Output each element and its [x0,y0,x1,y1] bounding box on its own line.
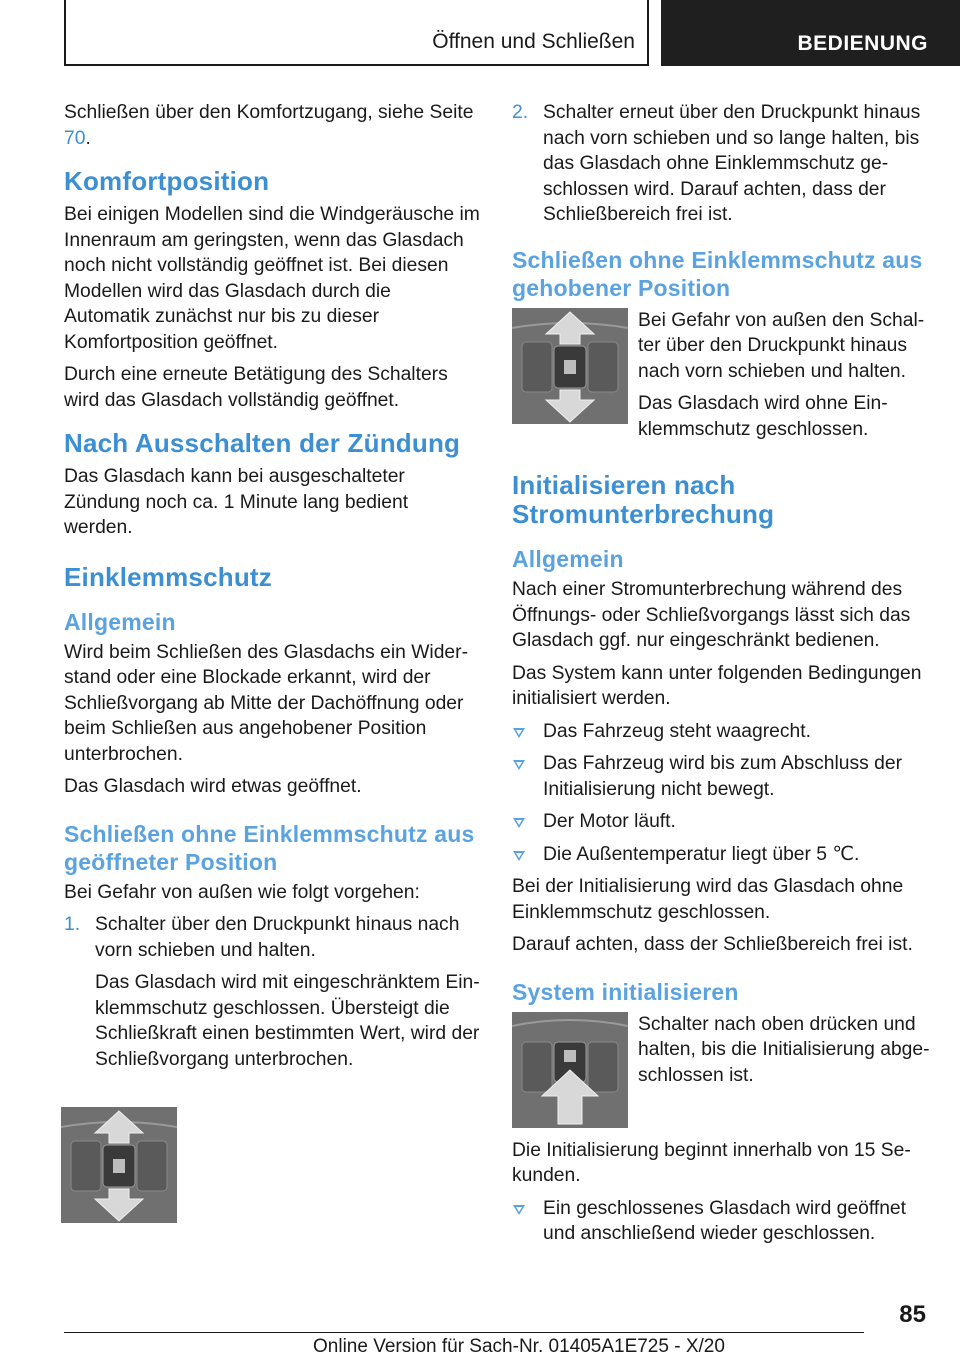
init-paragraph-1: Nach einer Stromunterbrechung während des Öffnungs- oder Schließvorgangs lässt sich das Glasdach ggf. nur eingeschränkt bedienen. [512,579,911,651]
roof-switch-image [512,1012,628,1128]
init-paragraph-3: Bei der Initialisierung wird das Glasdach ohne Einklemmschutz geschlossen. [512,876,904,923]
step-sub-text: Das Glasdach wird mit eingeschränktem Einklemmschutz geschlossen. Übersteigt die Schließkraft einen bestimmten Wert, wird der Schließvorgang unterbrochen. [95,972,480,1070]
triangle-bullet-icon [513,851,525,861]
step-1 [64,912,480,1072]
system-paragraph-2: Die Initialisierung beginnt innerhalb von 15 Sekunden. [512,1139,911,1186]
list-item-text: Das Fahrzeug steht waagrecht. [543,720,811,742]
system-list [512,1196,930,1247]
step-2 [512,100,930,228]
conditions-list [512,719,930,868]
intro-end: . [85,127,91,149]
list-item [512,719,930,745]
left-column [64,100,480,1079]
subheading-allgemein: Allgemein [64,608,176,635]
page-link[interactable]: 70 [64,127,86,149]
steps-list [64,912,480,1072]
chapter-tab-label: BEDIENUNG [797,32,928,55]
heading-schliessen-gehoben: Schließen ohne Einklemmschutz aus gehobener Position [512,246,923,301]
heading-schliessen-geoeffnet: Schließen ohne Einklemmschutz aus geöffneter Position [64,820,475,875]
system-paragraph-1: Schalter nach oben drücken und halten, bis die Initialisierung abgeschlossen ist. [638,1013,930,1086]
switch-both-arrows-icon [512,308,628,424]
roof-switch-image [61,1107,177,1223]
einklemm-paragraph-2: Das Glasdach wird etwas geöffnet. [64,776,362,797]
list-item-text: Das Fahrzeug wird bis zum Abschluss der Initialisierung nicht bewegt. [543,753,902,800]
list-item [512,751,930,802]
list-item [512,842,930,868]
heading-system-initialisieren: System initialisieren [512,978,739,1005]
zuendung-paragraph: Das Glasdach kann bei ausgeschalteter Zündung noch ca. 1 Minute lang bedient werden. [64,466,409,538]
komfort-paragraph-2: Durch eine erneute Betätigung des Schalters wird das Glasdach vollständig geöffnet. [64,364,448,411]
list-item [512,809,930,835]
roof-switch-image [512,308,628,424]
page-header [64,0,960,66]
list-item-text: Die Außentemperatur liegt über 5 ℃. [543,843,860,865]
geoeffnet-paragraph: Bei Gefahr von außen wie folgt vorgehen: [64,881,420,903]
steps-list-continued [512,100,930,228]
triangle-bullet-icon [513,818,525,828]
init-paragraph-4: Darauf achten, dass der Schließbereich frei ist. [512,934,913,955]
step-number: 1. [64,914,81,935]
init-paragraph-2: Das System kann unter folgenden Bedingungen initialisiert werden. [512,662,922,709]
system-row [512,1012,930,1128]
footer-online-version: Online Version für Sach-Nr. 01405A1E725 - X/20 [313,1336,725,1357]
list-item-text: Der Motor läuft. [543,811,676,832]
triangle-bullet-icon [513,760,525,770]
step-text: Schalter erneut über den Druckpunkt hinaus nach vorn schieben und so lange halten, bis das Glasdach ohne Einklemmschutz geschlossen wird. Darauf achten, dass der Schließbereich frei ist. [543,102,921,225]
switch-both-arrows-icon [61,1107,177,1223]
heading-einklemmschutz: Einklemmschutz [64,561,272,592]
list-item-text: Ein geschlossenes Glasdach wird geöffnet und anschließend wieder geschlossen. [543,1197,906,1244]
heading-komfortposition: Komfortposition [64,166,270,196]
gehoben-text [638,308,930,450]
gehoben-paragraph-2: Das Glasdach wird ohne Einklemmschutz geschlossen. [638,393,888,440]
einklemm-paragraph-1: Wird beim Schließen des Glasdachs ein Widerstand oder eine Blockade erkannt, wird der Schließvorgang ab Mitte der Dachöffnung oder beim Schließen aus angehobener Position unterbrochen. [64,641,468,765]
intro-text: Schließen über den Komfortzugang, siehe Seite [64,102,474,123]
chapter-tab[interactable] [661,0,960,66]
intro-paragraph [64,100,480,151]
step-text: Schalter über den Druckpunkt hinaus nach vorn schieben und halten. [95,914,460,961]
page-number: 85 [899,1301,926,1328]
heading-zuendung: Nach Ausschalten der Zündung [64,428,461,458]
triangle-bullet-icon [513,728,525,738]
right-column [512,100,930,1254]
subheading-allgemein: Allgemein [512,546,624,572]
system-text [638,1012,930,1128]
triangle-bullet-icon [513,1205,525,1215]
header-title-box [64,0,649,66]
step-number: 2. [512,102,529,123]
footer-divider [64,1332,864,1333]
gehoben-row [512,308,930,450]
komfort-paragraph-1: Bei einigen Modellen sind die Windgeräusche im Innenraum am geringsten, wenn das Glasdach noch nicht vollständig geöffnet ist. Bei diesen Modellen wird das Glasdach durch die Automatik zunächst nur bis zu dieser Komfortposition geöffnet. [64,204,480,353]
gehoben-paragraph-1: Bei Gefahr von außen den Schalter über den Druckpunkt hinaus nach vorn schieben und halten. [638,309,925,382]
section-title: Öffnen und Schließen [432,30,635,53]
list-item [512,1196,930,1247]
switch-up-arrow-icon [512,1012,628,1128]
heading-initialisieren: Initialisieren nach Stromunterbrechung [512,470,775,529]
